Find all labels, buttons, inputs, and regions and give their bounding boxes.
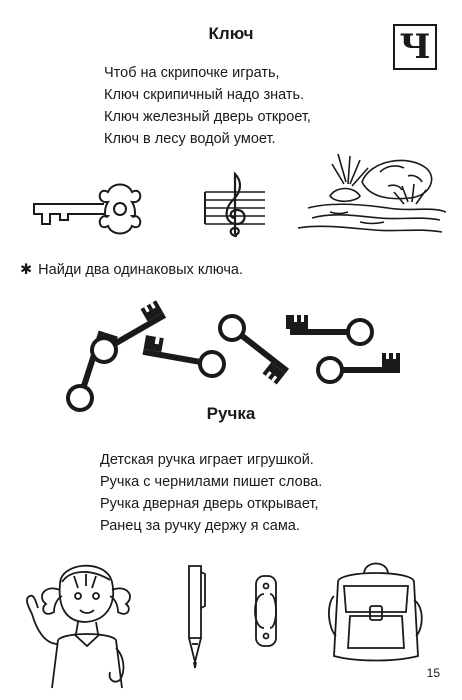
title-key: Ключ	[208, 24, 254, 43]
letter: Ч	[399, 27, 431, 67]
girl-illustration	[18, 548, 148, 688]
task-instruction	[20, 262, 243, 278]
backpack-illustration	[326, 556, 426, 666]
key-6[interactable]	[318, 353, 400, 382]
stream-rocks-illustration	[290, 142, 450, 242]
poem-key	[104, 62, 311, 150]
key-3[interactable]	[141, 335, 227, 378]
key-5[interactable]	[286, 315, 372, 344]
poem-handle	[100, 449, 322, 537]
page-number: 15	[426, 666, 440, 680]
star-icon: ✱	[20, 262, 33, 278]
poem-line: Ключ скрипичный надо знать.	[104, 87, 305, 103]
poem-line: Ручка с чернилами пишет слова.	[100, 474, 323, 490]
poem-line: Ранец за ручку держу я сама.	[100, 518, 300, 534]
door-handle-illustration	[248, 572, 288, 652]
treble-clef-illustration	[205, 170, 265, 240]
poem-line: Ключ железный дверь откроет,	[104, 109, 311, 125]
title-handle: Ручка	[206, 404, 256, 423]
poem-line: Ключ в лесу водой умоет.	[104, 131, 276, 147]
old-key-illustration	[20, 178, 150, 238]
keys-puzzle	[0, 290, 462, 420]
pen-illustration	[180, 562, 210, 672]
task-text: Найди два одинаковых ключа.	[38, 262, 243, 278]
poem-line: Чтоб на скрипочке играть,	[104, 65, 280, 81]
letter-box	[393, 24, 437, 70]
key-4[interactable]	[212, 311, 294, 384]
poem-line: Детская ручка играет игрушкой.	[100, 452, 314, 468]
poem-line: Ручка дверная дверь открывает,	[100, 496, 319, 512]
